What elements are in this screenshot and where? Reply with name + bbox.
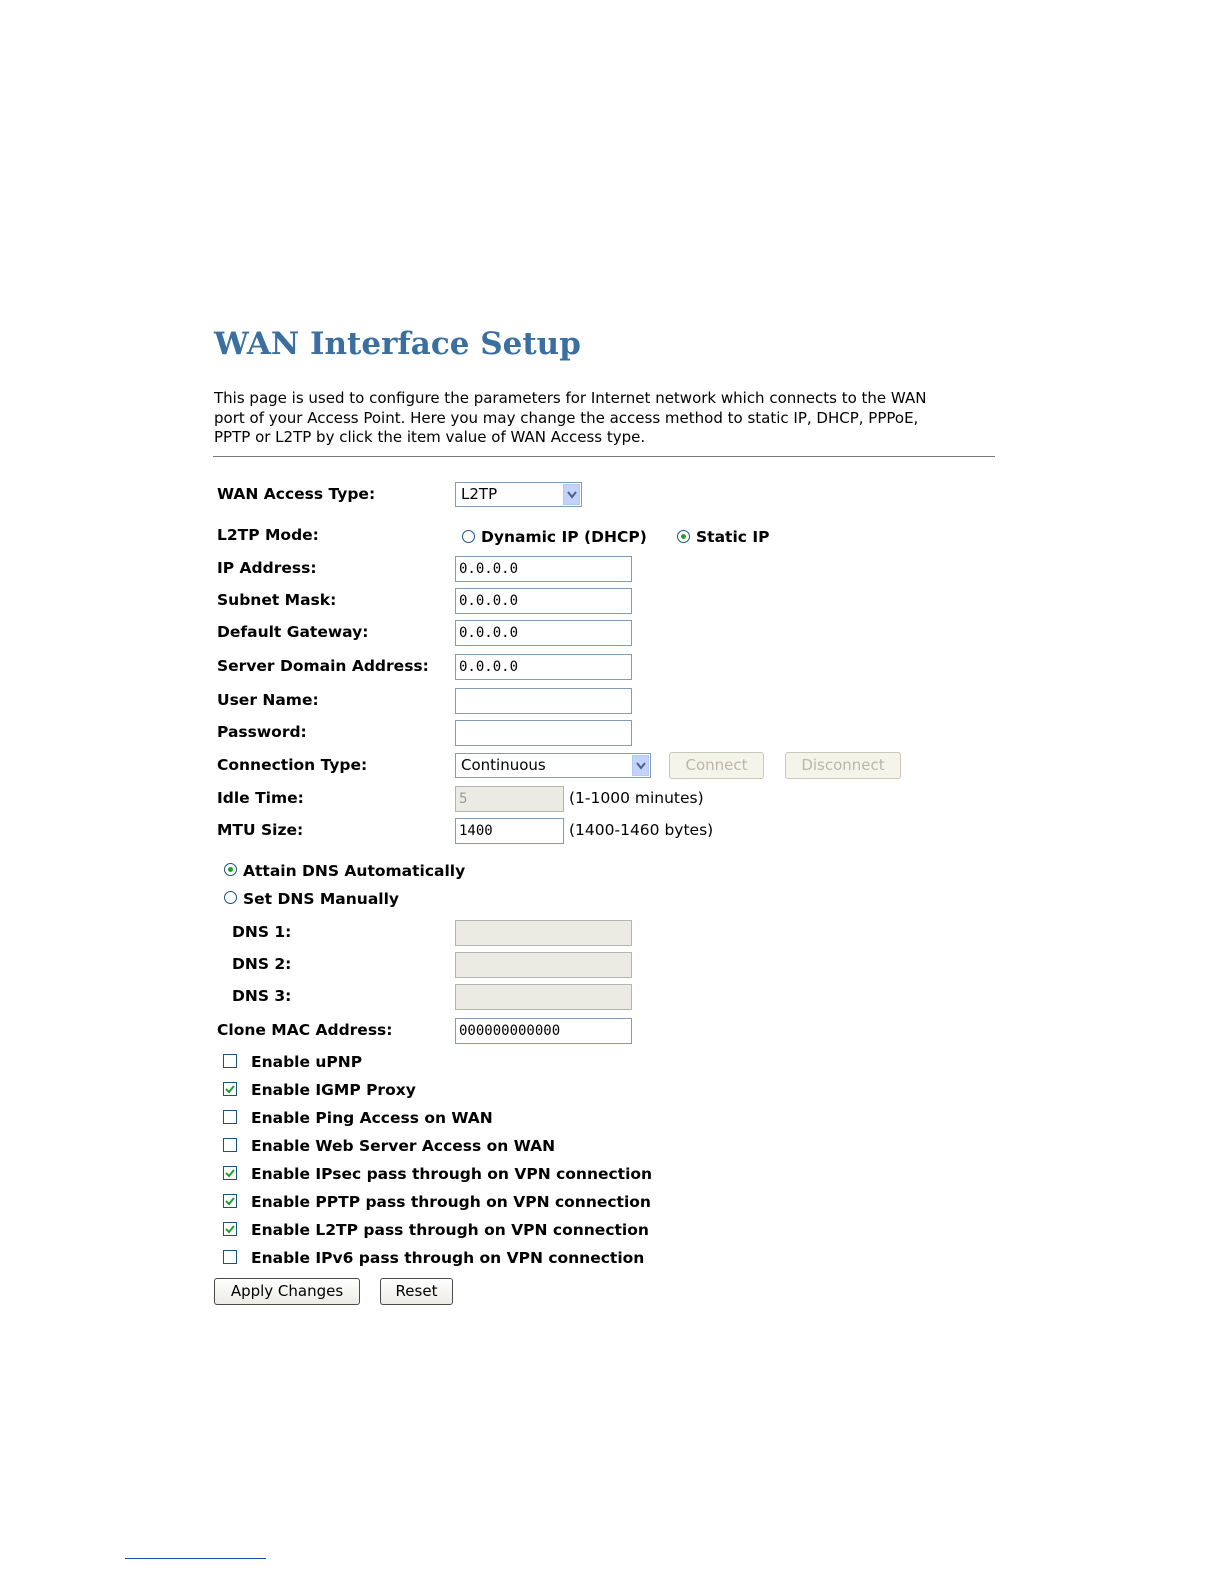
description-line: PPTP or L2TP by click the item value of WAN Access type. bbox=[214, 428, 646, 446]
enable-igmp-proxy-checkbox[interactable] bbox=[223, 1082, 237, 1096]
description-line: port of your Access Point. Here you may change the access method to static IP, DHCP, PPPoE, bbox=[214, 408, 919, 427]
ip-address-label: IP Address: bbox=[217, 559, 317, 577]
connection-type-select[interactable] bbox=[455, 753, 651, 778]
l2tp-mode-dhcp-radio[interactable] bbox=[462, 530, 475, 543]
enable-web-server-access-checkbox[interactable] bbox=[223, 1138, 237, 1152]
enable-pptp-passthrough-label: Enable PPTP pass through on VPN connection bbox=[251, 1193, 651, 1211]
chevron-down-icon[interactable] bbox=[632, 755, 649, 776]
connect-button[interactable]: Connect bbox=[669, 752, 764, 779]
enable-web-server-access-label: Enable Web Server Access on WAN bbox=[251, 1137, 556, 1155]
enable-ping-access-checkbox[interactable] bbox=[223, 1110, 237, 1124]
enable-ipsec-passthrough-label: Enable IPsec pass through on VPN connection bbox=[251, 1165, 653, 1183]
enable-pptp-passthrough-checkbox[interactable] bbox=[223, 1194, 237, 1208]
clone-mac-label: Clone MAC Address: bbox=[217, 1021, 393, 1039]
apply-changes-button[interactable]: Apply Changes bbox=[214, 1278, 360, 1305]
check-icon bbox=[225, 1196, 235, 1206]
dns1-label: DNS 1: bbox=[232, 923, 292, 941]
subnet-mask-label: Subnet Mask: bbox=[217, 591, 337, 609]
idle-time-hint: (1-1000 minutes) bbox=[569, 789, 704, 807]
password-label: Password: bbox=[217, 723, 307, 741]
l2tp-mode-dhcp-label: Dynamic IP (DHCP) bbox=[481, 528, 647, 546]
reset-button[interactable]: Reset bbox=[380, 1278, 453, 1305]
server-domain-address-input[interactable]: 0.0.0.0 bbox=[455, 654, 632, 680]
enable-l2tp-passthrough-checkbox[interactable] bbox=[223, 1222, 237, 1236]
set-dns-manually-label: Set DNS Manually bbox=[243, 890, 400, 908]
divider bbox=[213, 456, 995, 457]
server-domain-address-label: Server Domain Address: bbox=[217, 657, 429, 675]
check-icon bbox=[225, 1084, 235, 1094]
dns1-input[interactable] bbox=[455, 920, 632, 946]
mtu-size-input[interactable]: 1400 bbox=[455, 818, 564, 844]
enable-ping-access-label: Enable Ping Access on WAN bbox=[251, 1109, 493, 1127]
set-dns-manually-radio[interactable] bbox=[224, 891, 237, 904]
footnote-rule bbox=[125, 1558, 266, 1559]
clone-mac-input[interactable]: 000000000000 bbox=[455, 1018, 632, 1044]
check-icon bbox=[225, 1168, 235, 1178]
l2tp-mode-static-radio[interactable] bbox=[677, 530, 690, 543]
dns2-input[interactable] bbox=[455, 952, 632, 978]
chevron-down-icon[interactable] bbox=[563, 484, 580, 505]
user-name-input[interactable] bbox=[455, 688, 632, 714]
attain-dns-radio[interactable] bbox=[224, 863, 237, 876]
check-icon bbox=[225, 1224, 235, 1234]
enable-ipsec-passthrough-checkbox[interactable] bbox=[223, 1166, 237, 1180]
dns2-label: DNS 2: bbox=[232, 955, 292, 973]
l2tp-mode-static-label: Static IP bbox=[696, 528, 770, 546]
l2tp-mode-label: L2TP Mode: bbox=[217, 526, 319, 544]
enable-ipv6-passthrough-checkbox[interactable] bbox=[223, 1250, 237, 1264]
connection-type-value: Continuous bbox=[461, 756, 546, 774]
disconnect-button[interactable]: Disconnect bbox=[785, 752, 901, 779]
mtu-size-hint: (1400-1460 bytes) bbox=[569, 821, 714, 839]
enable-l2tp-passthrough-label: Enable L2TP pass through on VPN connection bbox=[251, 1221, 649, 1239]
ip-address-input[interactable]: 0.0.0.0 bbox=[455, 556, 632, 582]
enable-ipv6-passthrough-label: Enable IPv6 pass through on VPN connection bbox=[251, 1249, 645, 1267]
attain-dns-label: Attain DNS Automatically bbox=[243, 862, 466, 880]
page-description bbox=[214, 389, 1004, 448]
subnet-mask-input[interactable]: 0.0.0.0 bbox=[455, 588, 632, 614]
default-gateway-label: Default Gateway: bbox=[217, 623, 369, 641]
password-input[interactable] bbox=[455, 720, 632, 746]
enable-igmp-proxy-label: Enable IGMP Proxy bbox=[251, 1081, 416, 1099]
description-line: This page is used to configure the parameters for Internet network which connects to the WAN bbox=[214, 389, 927, 407]
dns3-input[interactable] bbox=[455, 984, 632, 1010]
enable-upnp-label: Enable uPNP bbox=[251, 1053, 363, 1071]
wan-access-type-label: WAN Access Type: bbox=[217, 485, 376, 503]
enable-upnp-checkbox[interactable] bbox=[223, 1054, 237, 1068]
wan-access-type-value: L2TP bbox=[461, 485, 498, 503]
mtu-size-label: MTU Size: bbox=[217, 821, 304, 839]
default-gateway-input[interactable]: 0.0.0.0 bbox=[455, 620, 632, 646]
user-name-label: User Name: bbox=[217, 691, 319, 709]
idle-time-input[interactable]: 5 bbox=[455, 786, 564, 812]
idle-time-label: Idle Time: bbox=[217, 789, 304, 807]
page-title: WAN Interface Setup bbox=[214, 326, 581, 362]
dns3-label: DNS 3: bbox=[232, 987, 292, 1005]
wan-access-type-select[interactable] bbox=[455, 482, 582, 507]
connection-type-label: Connection Type: bbox=[217, 756, 368, 774]
